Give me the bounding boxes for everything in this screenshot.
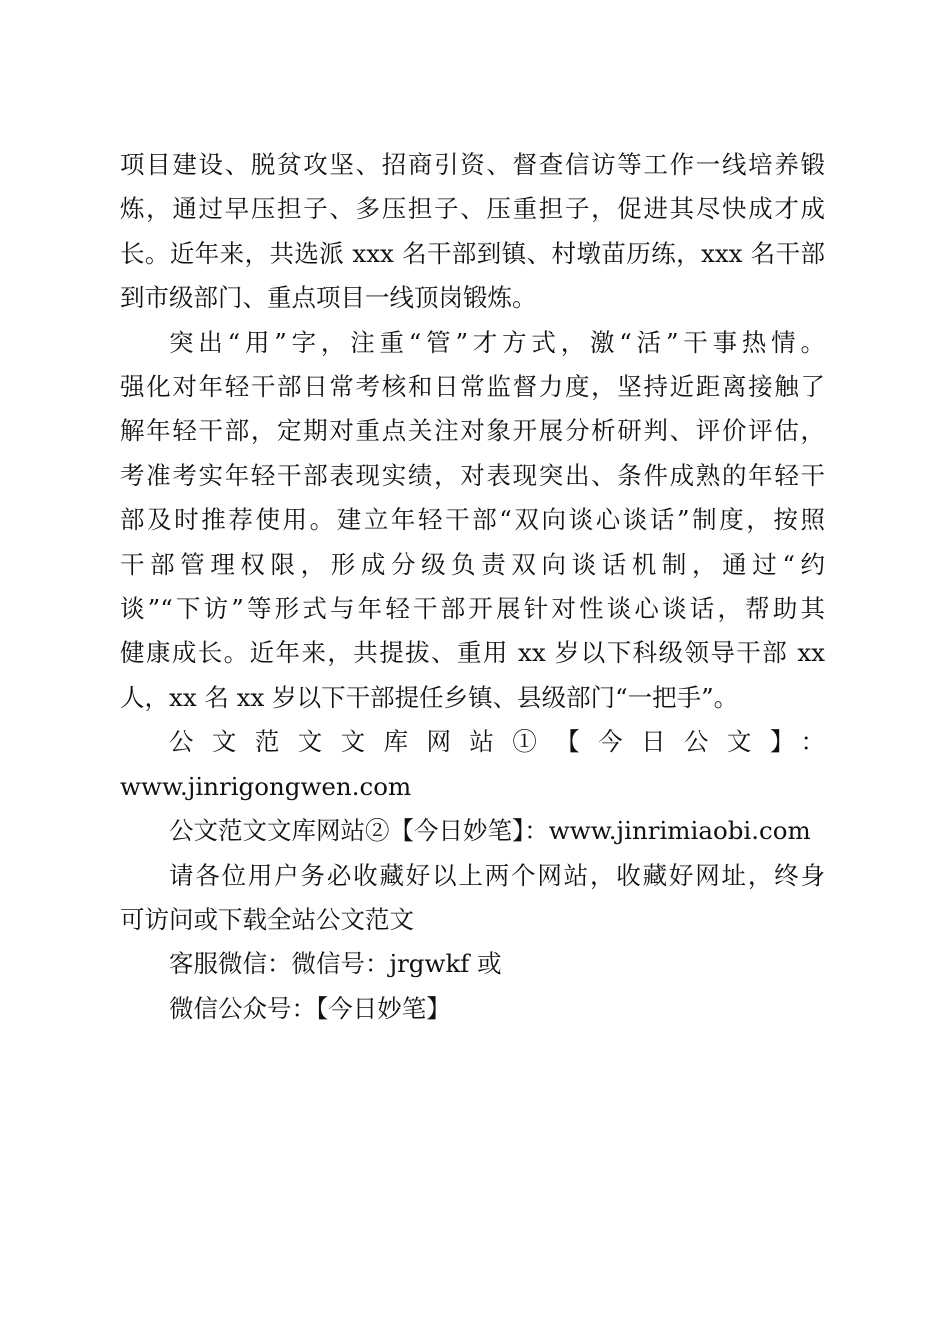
paragraph-management xyxy=(120,321,825,721)
paragraph-website-1 xyxy=(120,720,825,809)
paragraph-website-2 xyxy=(120,809,825,853)
text-line: 人，xx 名 xx 岁以下干部提任乡镇、县级部门“一把手”。 xyxy=(120,682,739,712)
text-line: 健康成长。近年来，共提拔、重用 xx 岁以下科级领导干部 xx xyxy=(120,638,825,668)
text-line: 考准考实年轻干部表现实绩，对表现突出、条件成熟的年轻干 xyxy=(120,460,825,490)
text-line: 部及时推荐使用。建立年轻干部“双向谈心谈话”制度，按照 xyxy=(120,505,825,535)
text-line: 长。近年来，共选派 xxx 名干部到镇、村墩苗历练，xxx 名干部 xyxy=(120,238,825,268)
paragraph-notice xyxy=(120,854,825,943)
paragraph-wechat-service xyxy=(120,942,825,986)
website-link-2[interactable]: 公文范文文库网站②【今日妙笔】：www.jinrimiaobi.com xyxy=(169,816,811,846)
text-line: 炼，通过早压担子、多压担子、压重担子，促进其尽快成才成 xyxy=(120,194,825,224)
paragraph-training xyxy=(120,143,825,321)
text-line: 干部管理权限，形成分级负责双向谈话机制，通过“约 xyxy=(120,549,825,579)
website-link-1[interactable]: www.jinrigongwen.com xyxy=(120,771,412,801)
paragraph-wechat-account xyxy=(120,987,825,1031)
text-line: 可访问或下载全站公文范文 xyxy=(120,904,414,934)
text-line: 公文范文文库网站①【今日公文】： xyxy=(169,727,825,757)
document-body xyxy=(120,143,825,1031)
text-line: 解年轻干部，定期对重点关注对象开展分析研判、评价评估， xyxy=(120,416,825,446)
text-line: 项目建设、脱贫攻坚、招商引资、督查信访等工作一线培养锻 xyxy=(120,150,825,179)
text-line: 微信公众号：【今日妙笔】 xyxy=(169,993,451,1023)
text-line: 突出“用”字，注重“管”才方式，激“活”干事热情。 xyxy=(169,327,825,357)
text-line: 谈”“下访”等形式与年轻干部开展针对性谈心谈话，帮助其 xyxy=(120,594,825,624)
text-line: 到市级部门、重点项目一线顶岗锻炼。 xyxy=(120,283,537,313)
text-line: 请各位用户务必收藏好以上两个网站，收藏好网址，终身 xyxy=(169,860,825,890)
text-line: 客服微信：微信号：jrgwkf 或 xyxy=(169,949,502,979)
text-line: 强化对年轻干部日常考核和日常监督力度，坚持近距离接触了 xyxy=(120,372,825,402)
